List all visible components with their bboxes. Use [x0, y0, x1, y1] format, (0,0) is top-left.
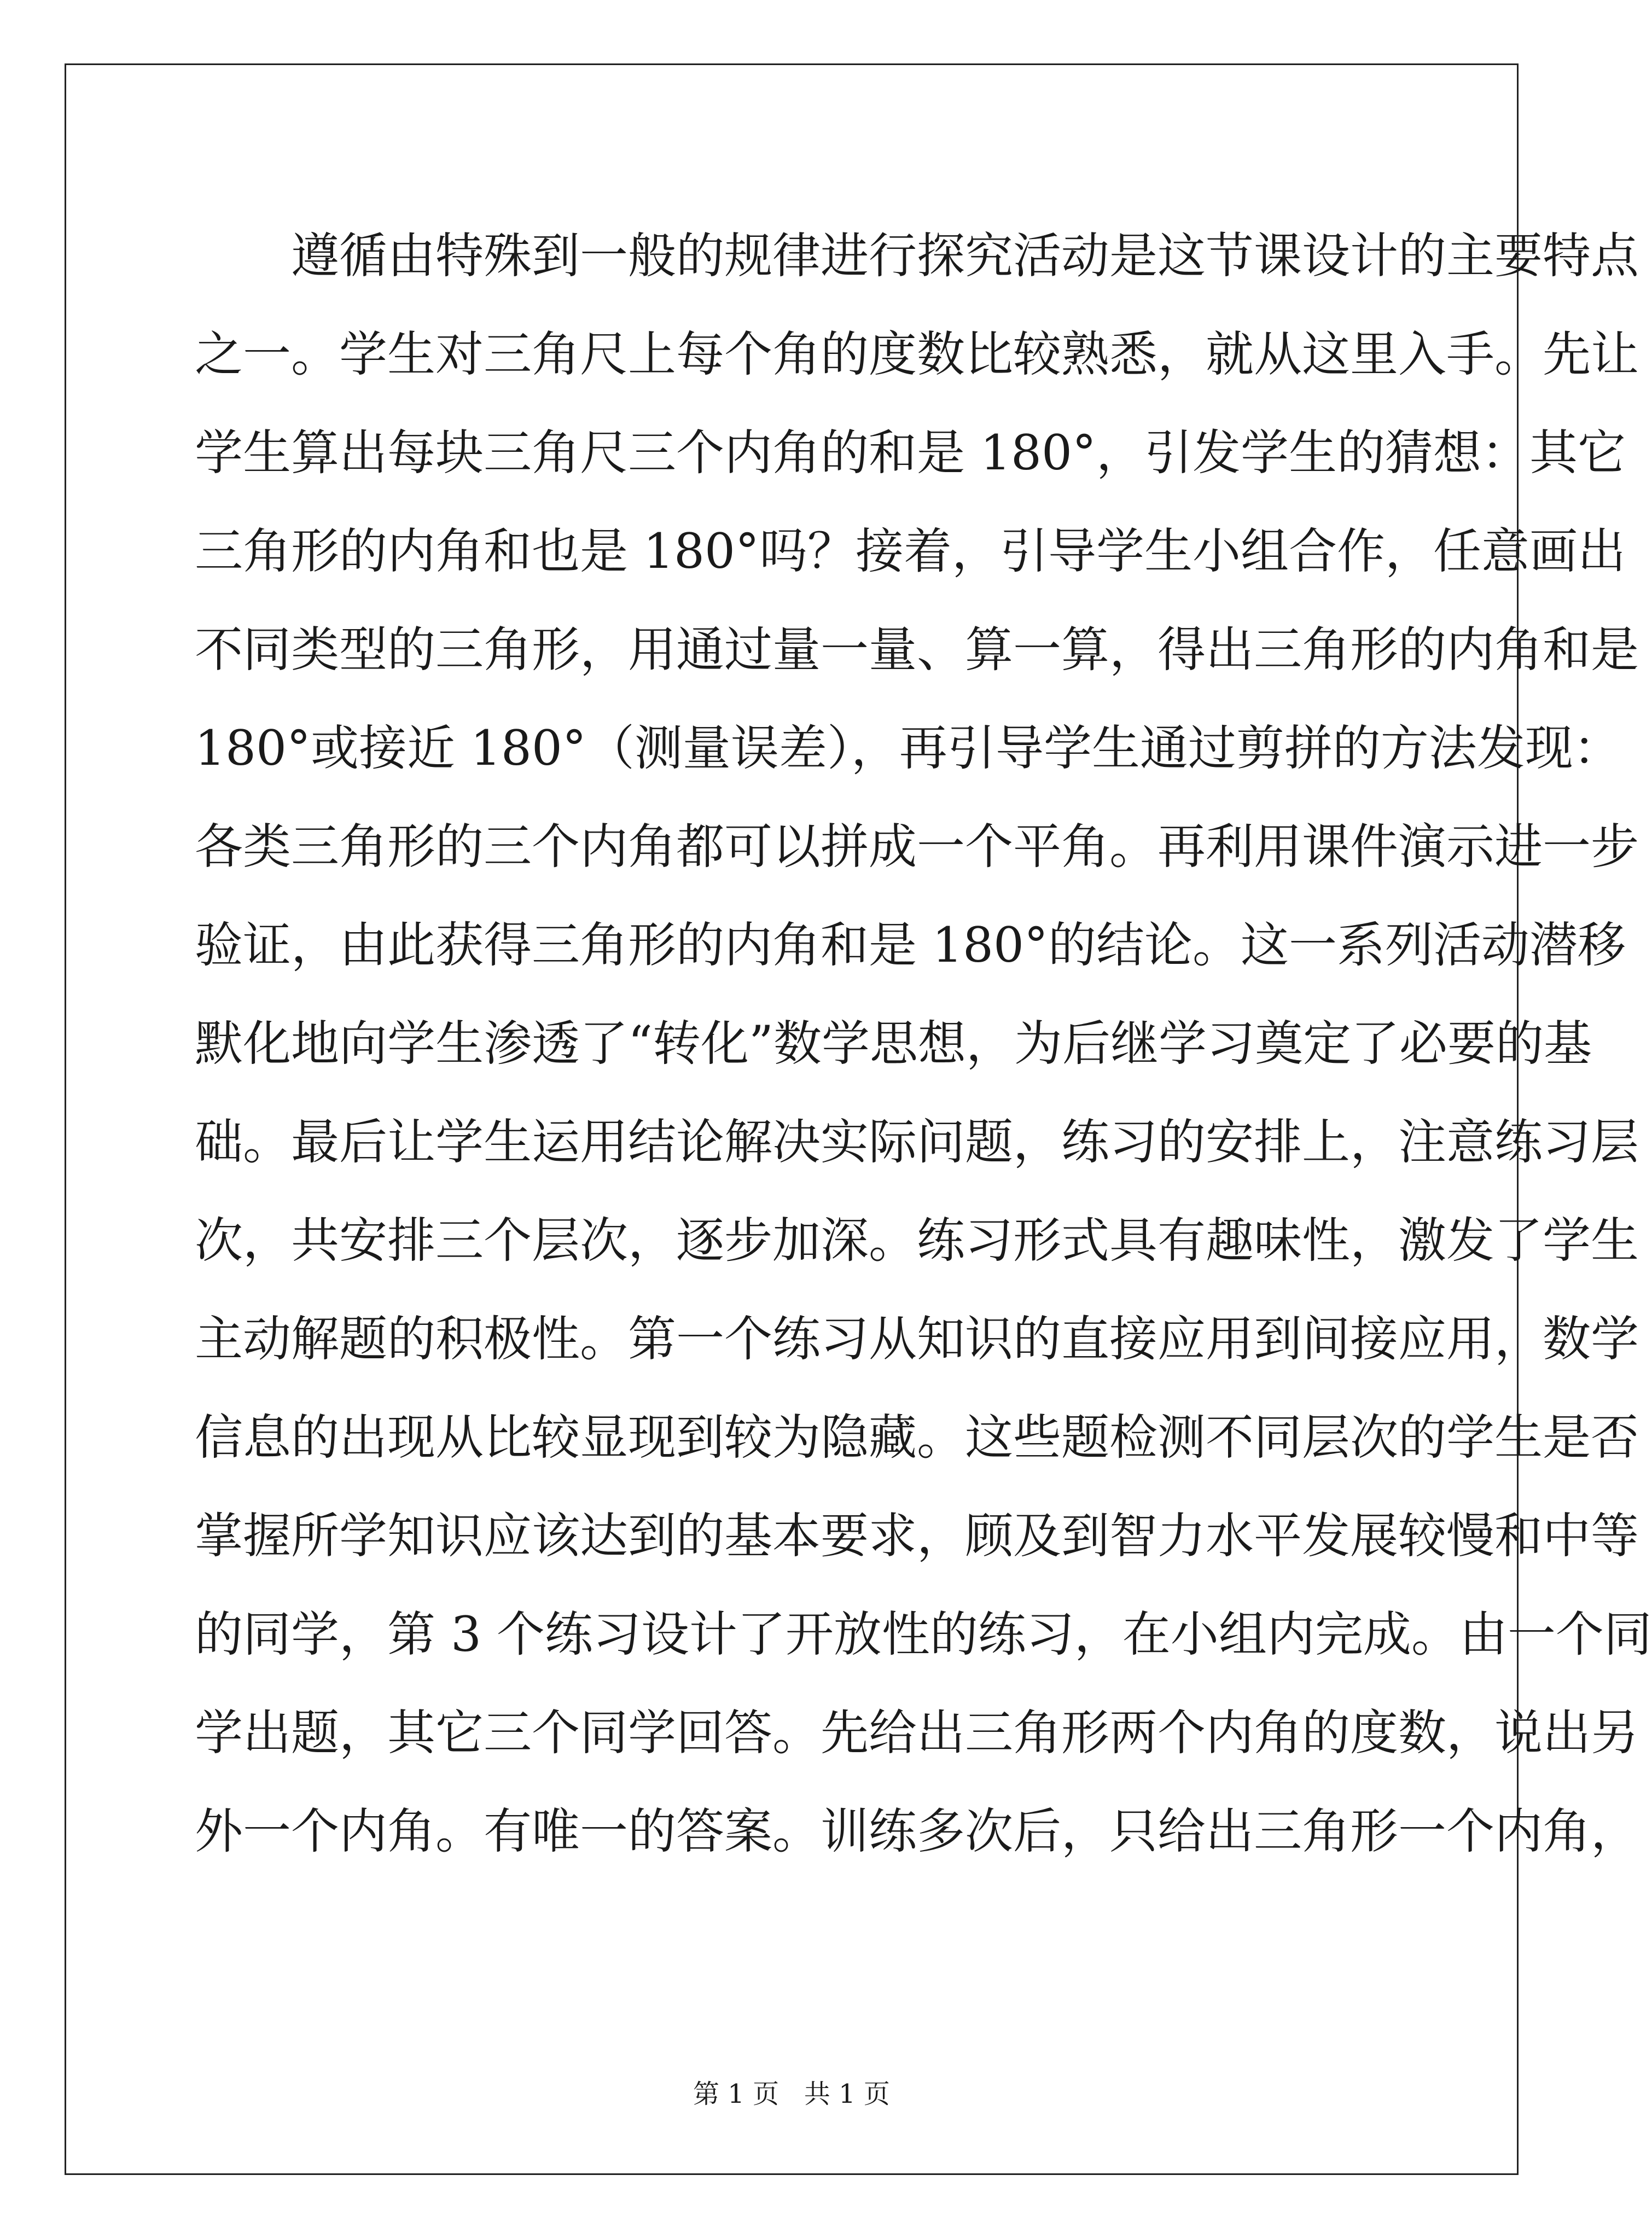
- page-footer: 第 1 页 共 1 页: [693, 2079, 890, 2109]
- body-paragraph: [195, 207, 1652, 1881]
- paragraph-line: 次，共安排三个层次，逐步加深。练习形式具有趣味性，激发了学生: [195, 1212, 1639, 1269]
- paragraph-line: 三角形的内角和也是 180°吗？接着，引导学生小组合作，任意画出: [195, 523, 1626, 579]
- paragraph-line: 不同类型的三角形，用通过量一量、算一算，得出三角形的内角和是: [195, 621, 1639, 678]
- paragraph-line: 的同学，第 3 个练习设计了开放性的练习，在小组内完成。由一个同: [195, 1606, 1652, 1662]
- paragraph-line: 验证，由此获得三角形的内角和是 180°的结论。这一系列活动潜移: [195, 917, 1626, 973]
- paragraph-line: 学出题，其它三个同学回答。先给出三角形两个内角的度数，说出另: [195, 1705, 1639, 1761]
- paragraph-line: 外一个内角。有唯一的答案。训练多次后，只给出三角形一个内角，: [195, 1803, 1639, 1859]
- paragraph-line: 础。最后让学生运用结论解决实际问题，练习的安排上，注意练习层: [195, 1114, 1639, 1170]
- paragraph-line: 学生算出每块三角尺三个内角的和是 180°，引发学生的猜想：其它: [195, 424, 1626, 481]
- paragraph-line: 默化地向学生渗透了“转化”数学思想，为后继学习奠定了必要的基: [195, 1015, 1592, 1072]
- paragraph-line: 遵循由特殊到一般的规律进行探究活动是这节课设计的主要特点: [291, 228, 1639, 284]
- paragraph-line: 各类三角形的三个内角都可以拼成一个平角。再利用课件演示进一步: [195, 818, 1639, 875]
- paragraph-line: 掌握所学知识应该达到的基本要求，顾及到智力水平发展较慢和中等: [195, 1508, 1639, 1564]
- paragraph-line: 主动解题的积极性。第一个练习从知识的直接应用到间接应用，数学: [195, 1311, 1639, 1367]
- paragraph-line: 信息的出现从比较显现到较为隐藏。这些题检测不同层次的学生是否: [195, 1409, 1639, 1465]
- paragraph-line: 180°或接近 180°（测量误差），再引导学生通过剪拼的方法发现：: [195, 720, 1621, 776]
- paragraph-line: 之一。学生对三角尺上每个角的度数比较熟悉，就从这里入手。先让: [195, 326, 1639, 382]
